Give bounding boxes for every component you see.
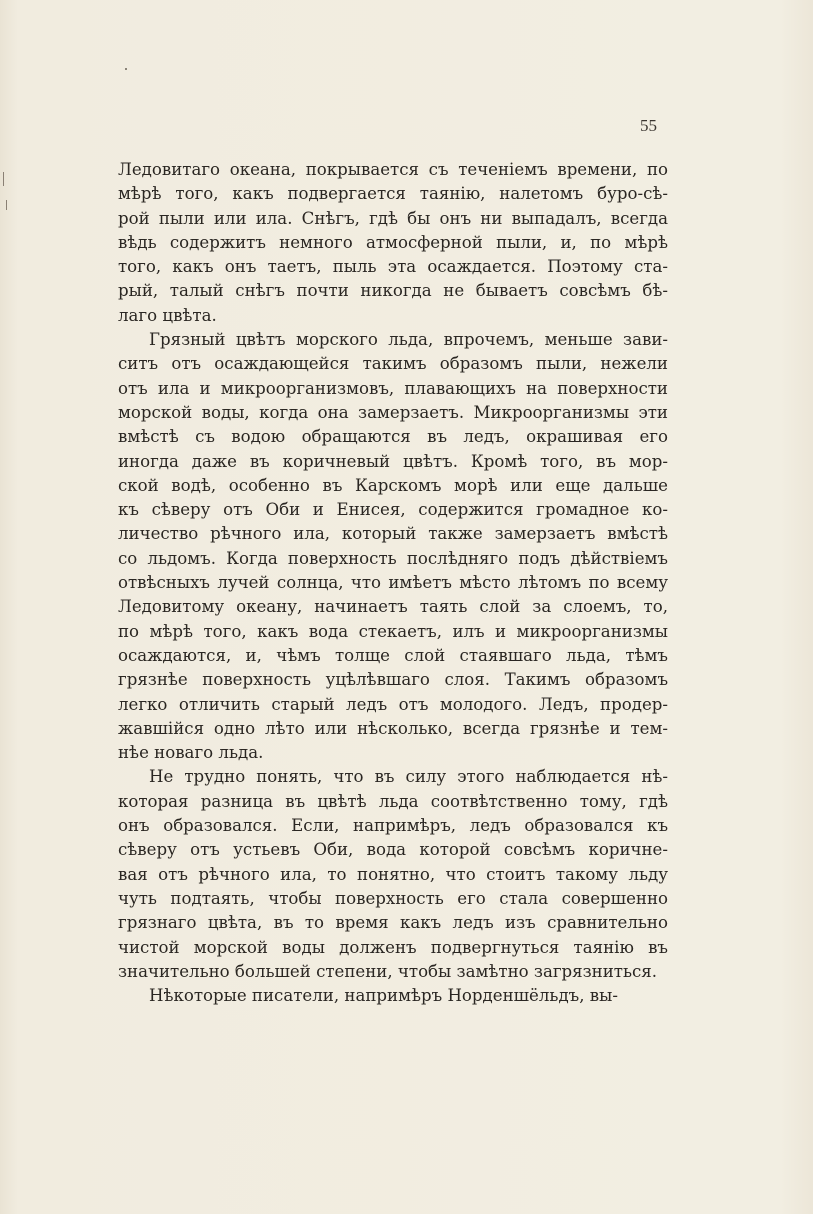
text-line: грязнаго цвѣта, въ то время какъ ледъ изъ сравнительно — [118, 913, 668, 933]
text-line: нѣе новаго льда. — [118, 743, 264, 763]
text-line: ской водѣ, особенно въ Карскомъ морѣ или еще дальше — [118, 475, 668, 495]
text-line: Нѣкоторые писатели, напримѣръ Норденшёльдъ, вы- — [149, 986, 618, 1006]
paragraph — [118, 984, 668, 1008]
text-line: Грязный цвѣтъ морского льда, впрочемъ, меньше зави- — [149, 330, 668, 350]
text-line: по мѣрѣ того, какъ вода стекаетъ, илъ и микроорганизмы — [118, 621, 668, 641]
page-edge-mark — [6, 200, 7, 210]
ink-speck — [125, 68, 127, 70]
text-line: мѣрѣ того, какъ подвергается таянію, налетомъ буро-сѣ- — [118, 184, 668, 204]
text-line: вѣдь содержитъ немного атмосферной пыли, и, по мѣрѣ — [118, 232, 668, 252]
text-line: чистой морской воды долженъ подвергнуться таянію въ — [118, 937, 668, 957]
text-line: Ледовитому океану, начинаетъ таять слой за слоемъ, то, — [118, 597, 668, 617]
text-line: вмѣстѣ съ водою обращаются въ ледъ, окрашивая его — [118, 427, 668, 447]
body-text — [118, 158, 668, 1008]
text-line: лаго цвѣта. — [118, 305, 217, 325]
text-line: осаждаются, и, чѣмъ толще слой стаявшаго льда, тѣмъ — [118, 645, 668, 665]
text-line: Не трудно понять, что въ силу этого наблюдается нѣ- — [149, 767, 668, 787]
text-line: чуть подтаять, чтобы поверхность его стала совершенно — [118, 888, 668, 908]
text-line: рый, талый снѣгъ почти никогда не бываетъ совсѣмъ бѣ- — [118, 281, 668, 301]
text-line: которая разница въ цвѣтѣ льда соотвѣтственно тому, гдѣ — [118, 791, 668, 811]
text-line: къ сѣверу отъ Оби и Енисея, содержится громадное ко- — [118, 500, 668, 520]
paragraph — [118, 328, 668, 765]
text-line: грязнѣе поверхность уцѣлѣвшаго слоя. Такимъ образомъ — [118, 670, 668, 690]
text-line: личество рѣчного ила, который также замерзаетъ вмѣстѣ — [118, 524, 668, 544]
text-line: сѣверу отъ устьевъ Оби, вода которой совсѣмъ коричне- — [118, 840, 668, 860]
page-edge-mark — [3, 172, 4, 186]
text-line: отвѣсныхъ лучей солнца, что имѣетъ мѣсто лѣтомъ по всему — [118, 573, 668, 593]
text-line: Ледовитаго океана, покрывается съ теченіемъ времени, по — [118, 160, 668, 179]
text-line: вая отъ рѣчного ила, то понятно, что стоитъ такому льду — [118, 864, 668, 884]
text-line: рой пыли или ила. Снѣгъ, гдѣ бы онъ ни выпадалъ, всегда — [118, 208, 668, 228]
text-line: жавшійся одно лѣто или нѣсколько, всегда грязнѣе и тем- — [118, 718, 668, 738]
text-line: со льдомъ. Когда поверхность послѣдняго подъ дѣйствіемъ — [118, 548, 668, 568]
text-line: иногда даже въ коричневый цвѣтъ. Кромѣ того, въ мор- — [118, 451, 668, 471]
paragraph — [118, 158, 668, 328]
text-line: отъ ила и микроорганизмовъ, плавающихъ на поверхности — [118, 378, 668, 398]
text-line: того, какъ онъ таетъ, пыль эта осаждается. Поэтому ста- — [118, 257, 668, 277]
text-line: ситъ отъ осаждающейся такимъ образомъ пыли, нежели — [118, 354, 668, 374]
paragraph — [118, 765, 668, 984]
text-line: легко отличить старый ледъ отъ молодого. Ледъ, продер- — [118, 694, 668, 714]
text-line: морской воды, когда она замерзаетъ. Микроорганизмы эти — [118, 402, 668, 422]
page-number: 55 — [640, 116, 657, 135]
text-line: значительно большей степени, чтобы замѣтно загрязниться. — [118, 961, 658, 981]
text-line: онъ образовался. Если, напримѣръ, ледъ образовался къ — [118, 816, 668, 836]
